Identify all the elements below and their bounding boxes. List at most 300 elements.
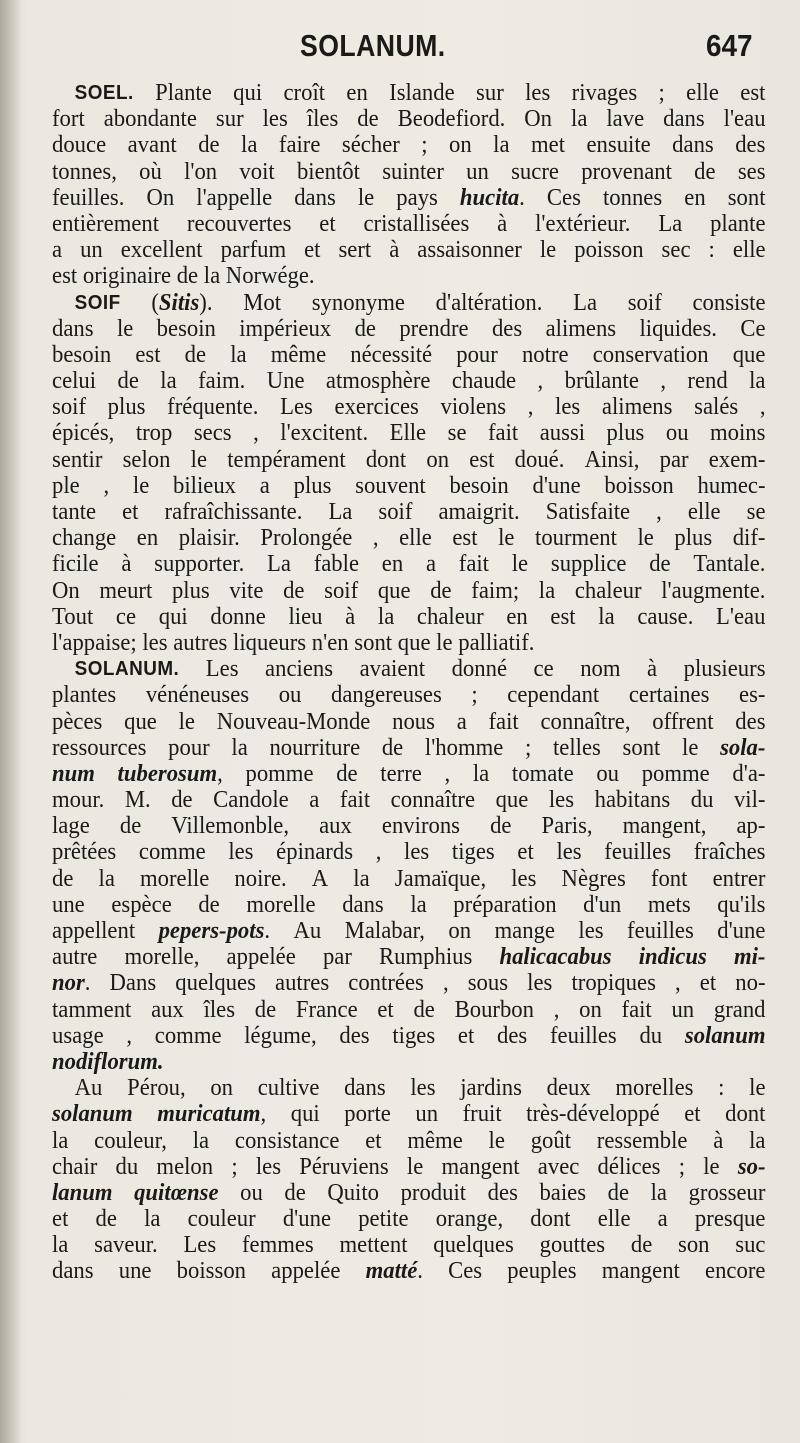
word-gap: [615, 604, 638, 630]
word: fruit: [462, 1101, 502, 1128]
text-line: [52, 525, 765, 551]
word: morelle: [246, 891, 316, 918]
word: certaines: [628, 682, 710, 709]
word: grand: [713, 996, 766, 1023]
word: plus: [107, 394, 146, 421]
word-gap: [498, 342, 522, 368]
word-gap: [256, 1206, 283, 1232]
word: recouvertes: [186, 210, 292, 237]
word-gap: [177, 368, 198, 394]
word-gap: [289, 787, 310, 813]
word-gap: [403, 551, 426, 577]
word: le: [116, 315, 134, 342]
word: et: [457, 1022, 475, 1049]
word: l'appelle: [196, 184, 273, 211]
word: plus: [171, 577, 210, 604]
word-gap: [386, 1075, 411, 1101]
word: ce: [533, 656, 554, 683]
word-gap: [358, 578, 378, 604]
word-gap: [716, 970, 735, 996]
word: es-: [739, 682, 766, 709]
word: les: [404, 839, 430, 866]
word: a: [657, 1206, 668, 1233]
word-gap: [233, 1075, 258, 1101]
word: soif: [52, 394, 87, 421]
word: nourriture: [269, 734, 361, 761]
word-gap: [170, 447, 190, 473]
word-gap: [582, 839, 605, 865]
word-gap: [574, 761, 597, 787]
text-line: [52, 1232, 765, 1258]
word-gap: [709, 342, 733, 368]
word: mangent: [601, 1258, 680, 1285]
word-gap: [152, 1258, 177, 1284]
word-gap: [720, 1154, 738, 1180]
word-gap: [478, 525, 499, 551]
word: avaient: [359, 656, 426, 683]
word-gap: [503, 735, 525, 761]
word-gap: [422, 761, 445, 787]
word: mettent: [339, 1232, 408, 1259]
word: Nouveau-Monde: [216, 708, 371, 735]
word-gap: [489, 159, 511, 185]
word-gap: [467, 420, 488, 446]
word: ,: [527, 394, 534, 421]
word: morelle: [140, 865, 210, 892]
word-gap: [724, 1075, 749, 1101]
text-line: [52, 918, 765, 944]
word-gap: [320, 1101, 345, 1127]
word: de: [413, 996, 435, 1023]
word: quelques: [433, 1232, 514, 1259]
word-gap: [289, 813, 319, 839]
word: qui: [233, 80, 263, 106]
word: cultive: [257, 1075, 320, 1102]
word-gap: [104, 787, 125, 813]
word: on: [579, 996, 602, 1023]
word-gap: [509, 473, 533, 499]
text-line: [52, 1101, 765, 1127]
word: connaître: [390, 787, 476, 814]
word: entrer: [712, 865, 766, 892]
word: de: [119, 813, 142, 840]
word: nécessité: [350, 341, 433, 368]
word: donne: [210, 603, 266, 630]
word-gap: [705, 106, 724, 132]
word-gap: [172, 420, 193, 446]
text-line: [52, 604, 765, 630]
word-gap: [435, 709, 457, 735]
word-gap: [266, 604, 289, 630]
word-gap: [124, 185, 146, 211]
word-gap: [133, 316, 156, 342]
word-gap: [474, 1023, 497, 1049]
word: quelques: [175, 970, 256, 997]
word-gap: [694, 997, 714, 1023]
word: elle: [687, 499, 721, 525]
word: ,: [537, 368, 544, 395]
word-gap: [691, 237, 709, 263]
word: nous: [392, 708, 435, 735]
word: M.: [124, 787, 151, 814]
word-gap: [665, 80, 686, 106]
word-gap: [717, 316, 740, 342]
word: violens: [440, 394, 507, 421]
text-line: [52, 1023, 765, 1049]
word: en: [136, 525, 159, 552]
word-gap: [152, 578, 172, 604]
word: plante: [710, 210, 766, 237]
word: ,: [656, 499, 662, 525]
word-gap: [644, 106, 663, 132]
word-gap: [80, 578, 100, 604]
word: un: [415, 1101, 439, 1128]
word-gap: [145, 394, 167, 420]
word: pèces: [52, 708, 103, 735]
word-gap: [504, 80, 525, 106]
word-gap: [674, 473, 698, 499]
word: Une: [266, 368, 305, 395]
word: la: [52, 1232, 69, 1259]
word-gap: [371, 237, 389, 263]
word-gap: [525, 185, 547, 211]
word: soif: [324, 577, 359, 604]
word: en: [381, 551, 404, 578]
word: les: [556, 839, 582, 866]
word: Satisfaite: [545, 499, 631, 525]
word-gap: [555, 578, 575, 604]
word: voit: [239, 158, 275, 185]
word-gap: [425, 918, 448, 944]
word: La: [267, 551, 291, 578]
word-gap: [314, 1232, 340, 1258]
word: La: [328, 499, 353, 525]
word-gap: [179, 656, 206, 682]
word: ;: [678, 1153, 686, 1180]
word-gap: [505, 106, 524, 132]
word: des: [735, 132, 766, 159]
word: bilieux: [173, 472, 237, 499]
word-gap: [528, 787, 549, 813]
text-line: [52, 290, 765, 316]
word: (: [151, 289, 159, 316]
word-gap: [670, 787, 691, 813]
word-gap: [577, 1258, 602, 1284]
word: la: [192, 1127, 210, 1154]
word: de: [336, 760, 358, 787]
word-gap: [131, 997, 151, 1023]
word: elle: [399, 525, 432, 552]
word-gap: [236, 473, 260, 499]
word-gap: [471, 918, 494, 944]
word-gap: [511, 813, 541, 839]
word-gap: [160, 1206, 187, 1232]
word-gap: [382, 1128, 408, 1154]
word-gap: [336, 185, 358, 211]
word: melon: [156, 1153, 214, 1180]
word: épinards: [276, 839, 354, 866]
word: SOIF: [74, 291, 121, 314]
word-gap: [116, 682, 146, 708]
word-gap: [358, 997, 378, 1023]
word: plantes: [52, 682, 117, 709]
word: même: [270, 341, 327, 368]
word: sous: [467, 970, 509, 997]
word-gap: [550, 80, 571, 106]
word-gap: [291, 211, 319, 237]
word-gap: [359, 551, 382, 577]
word-gap: [660, 735, 682, 761]
word: la: [98, 865, 115, 892]
word: chaude: [451, 368, 517, 395]
word: vil-: [733, 787, 766, 814]
word: de: [354, 315, 376, 342]
word-gap: [593, 813, 623, 839]
word-gap: [652, 997, 672, 1023]
spine-shadow: [0, 0, 22, 1443]
text-line: [52, 159, 765, 185]
word: le: [637, 525, 654, 552]
word: elle: [686, 80, 719, 106]
word: les: [228, 839, 254, 866]
word: morelle,: [124, 944, 200, 971]
word-gap: [257, 132, 278, 158]
word: de: [381, 734, 404, 761]
word-gap: [247, 342, 271, 368]
text-line: [52, 499, 765, 525]
word-gap: [671, 551, 694, 577]
word: celui: [52, 368, 97, 395]
word-gap: [68, 1128, 94, 1154]
word: Tout: [52, 603, 94, 630]
word: fraîches: [693, 839, 766, 866]
word-gap: [199, 944, 226, 970]
word-gap: [99, 551, 122, 577]
word-gap: [654, 525, 675, 551]
text-line: [52, 420, 765, 446]
word: de: [254, 996, 277, 1023]
word: a: [52, 237, 63, 264]
word: sur: [215, 106, 244, 133]
word-gap: [240, 525, 261, 551]
word-gap: [136, 604, 159, 630]
word: ses: [737, 158, 766, 185]
word-gap: [151, 787, 172, 813]
word-gap: [528, 604, 551, 630]
page-header: [0, 28, 800, 68]
word-gap: [104, 1023, 127, 1049]
word: prendre: [399, 315, 469, 342]
word-gap: [156, 970, 175, 996]
word-gap: [482, 1258, 507, 1284]
word: amaigrit.: [438, 499, 520, 525]
word: lave: [606, 106, 645, 133]
word: appelée: [226, 944, 296, 971]
word-gap: [698, 735, 720, 761]
word: la: [231, 734, 248, 761]
word: les: [511, 865, 537, 892]
word-gap: [146, 735, 168, 761]
word-gap: [276, 997, 296, 1023]
word: parfum: [220, 237, 287, 264]
word: sert: [338, 237, 372, 264]
word-gap: [552, 970, 571, 996]
word-gap: [394, 997, 414, 1023]
word-gap: [206, 839, 229, 865]
word-gap: [671, 839, 694, 865]
word: Ainsi,: [584, 446, 640, 473]
text-segment: l'appaise; les autres liqueurs n'en sont que le palliatif.: [52, 629, 535, 656]
word: de: [694, 158, 716, 185]
word-gap: [222, 1023, 245, 1049]
word-gap: [687, 1128, 713, 1154]
word: bientôt: [296, 158, 360, 185]
word: tamment: [52, 996, 132, 1023]
word-gap: [95, 761, 118, 787]
word: jardins: [460, 1075, 522, 1102]
word-gap: [391, 1101, 416, 1127]
word: solanum: [52, 1101, 133, 1128]
dictionary-entry: [52, 656, 766, 1075]
word-gap: [637, 80, 658, 106]
word: de: [52, 865, 74, 892]
word: de: [283, 577, 305, 604]
word-gap: [158, 525, 179, 551]
word-gap: [68, 1206, 95, 1232]
word: Bourbon: [454, 996, 534, 1023]
word: tonnes: [602, 184, 663, 211]
word: solanum: [684, 1022, 766, 1049]
word: .: [84, 970, 91, 997]
word-gap: [220, 132, 241, 158]
word: ;: [471, 682, 478, 709]
word: le: [511, 551, 529, 578]
word: fort: [52, 106, 85, 133]
word: halicacabus: [499, 944, 612, 971]
word-gap: [85, 892, 112, 918]
word-gap: [161, 342, 185, 368]
word-gap: [721, 499, 747, 525]
word-gap: [114, 420, 135, 446]
word: la: [749, 368, 766, 395]
word: nor: [52, 970, 85, 997]
word: est: [469, 446, 495, 473]
word: l'excitent.: [280, 420, 369, 447]
word-gap: [287, 866, 312, 892]
word-gap: [432, 525, 453, 551]
word-gap: [275, 159, 297, 185]
word-gap: [601, 735, 623, 761]
word: la: [353, 865, 370, 892]
word-gap: [616, 316, 639, 342]
word: ).: [199, 289, 213, 316]
word: le: [406, 1153, 424, 1180]
word-gap: [581, 185, 603, 211]
word: tomate: [511, 760, 574, 787]
word: on: [448, 918, 472, 944]
word-gap: [352, 813, 382, 839]
word-gap: [406, 447, 426, 473]
word: du: [690, 787, 714, 814]
word-gap: [286, 237, 304, 263]
word-gap: [213, 1154, 231, 1180]
word: même: [407, 1127, 463, 1154]
word: fait: [487, 420, 519, 447]
word: mets: [647, 891, 691, 918]
word-gap: [432, 342, 456, 368]
word: en: [684, 184, 706, 211]
word-gap: [728, 368, 749, 394]
word: Ces: [546, 184, 581, 211]
word: la: [538, 577, 556, 604]
word: contrées: [348, 970, 424, 997]
word: Islande: [389, 80, 455, 106]
word: qui: [158, 603, 188, 630]
word: trop: [135, 420, 173, 447]
word: sec: [661, 237, 691, 264]
word-gap: [111, 342, 135, 368]
word: telles: [552, 734, 601, 761]
word-gap: [662, 290, 693, 316]
word: les: [555, 394, 581, 421]
word: encore: [705, 1258, 766, 1285]
word: le: [539, 237, 557, 264]
word-gap: [706, 185, 728, 211]
word: Ce: [740, 315, 766, 342]
word-gap: [174, 185, 196, 211]
word-gap: [661, 1154, 679, 1180]
word: un: [671, 996, 695, 1023]
running-head: SOLANUM.: [300, 28, 446, 63]
word: dans: [672, 132, 714, 159]
word-gap: [328, 866, 353, 892]
word: ficile: [52, 551, 99, 578]
word: d'une: [282, 1206, 332, 1233]
word-gap: [426, 420, 447, 446]
word-gap: [576, 604, 599, 630]
word: fait: [339, 787, 371, 814]
italic-term: nodiflorum.: [52, 1048, 164, 1075]
word: Jamaïque,: [394, 865, 487, 892]
word: aux: [319, 813, 352, 840]
word-gap: [281, 290, 312, 316]
word-gap: [317, 1023, 340, 1049]
word: autres: [275, 970, 330, 997]
dictionary-text: [52, 80, 766, 1285]
word-gap: [135, 918, 158, 944]
word-gap: [246, 1258, 271, 1284]
word-gap: [368, 80, 389, 106]
word-gap: [319, 787, 340, 813]
text-line: [52, 970, 765, 996]
word-gap: [425, 656, 452, 682]
word: boisson: [176, 1258, 247, 1285]
word: dont: [365, 446, 407, 473]
word: ou: [665, 420, 689, 447]
word-gap: [73, 866, 98, 892]
word-gap: [134, 80, 155, 106]
word: plus: [293, 472, 332, 499]
word: appelée: [271, 1258, 341, 1285]
word: boisson: [604, 472, 674, 499]
word: le: [749, 1075, 766, 1102]
word-gap: [412, 499, 438, 525]
text-line: [52, 839, 765, 865]
word-gap: [158, 1232, 184, 1258]
word: la: [650, 1179, 668, 1206]
word-gap: [559, 997, 579, 1023]
word: tonnes,: [52, 158, 117, 185]
